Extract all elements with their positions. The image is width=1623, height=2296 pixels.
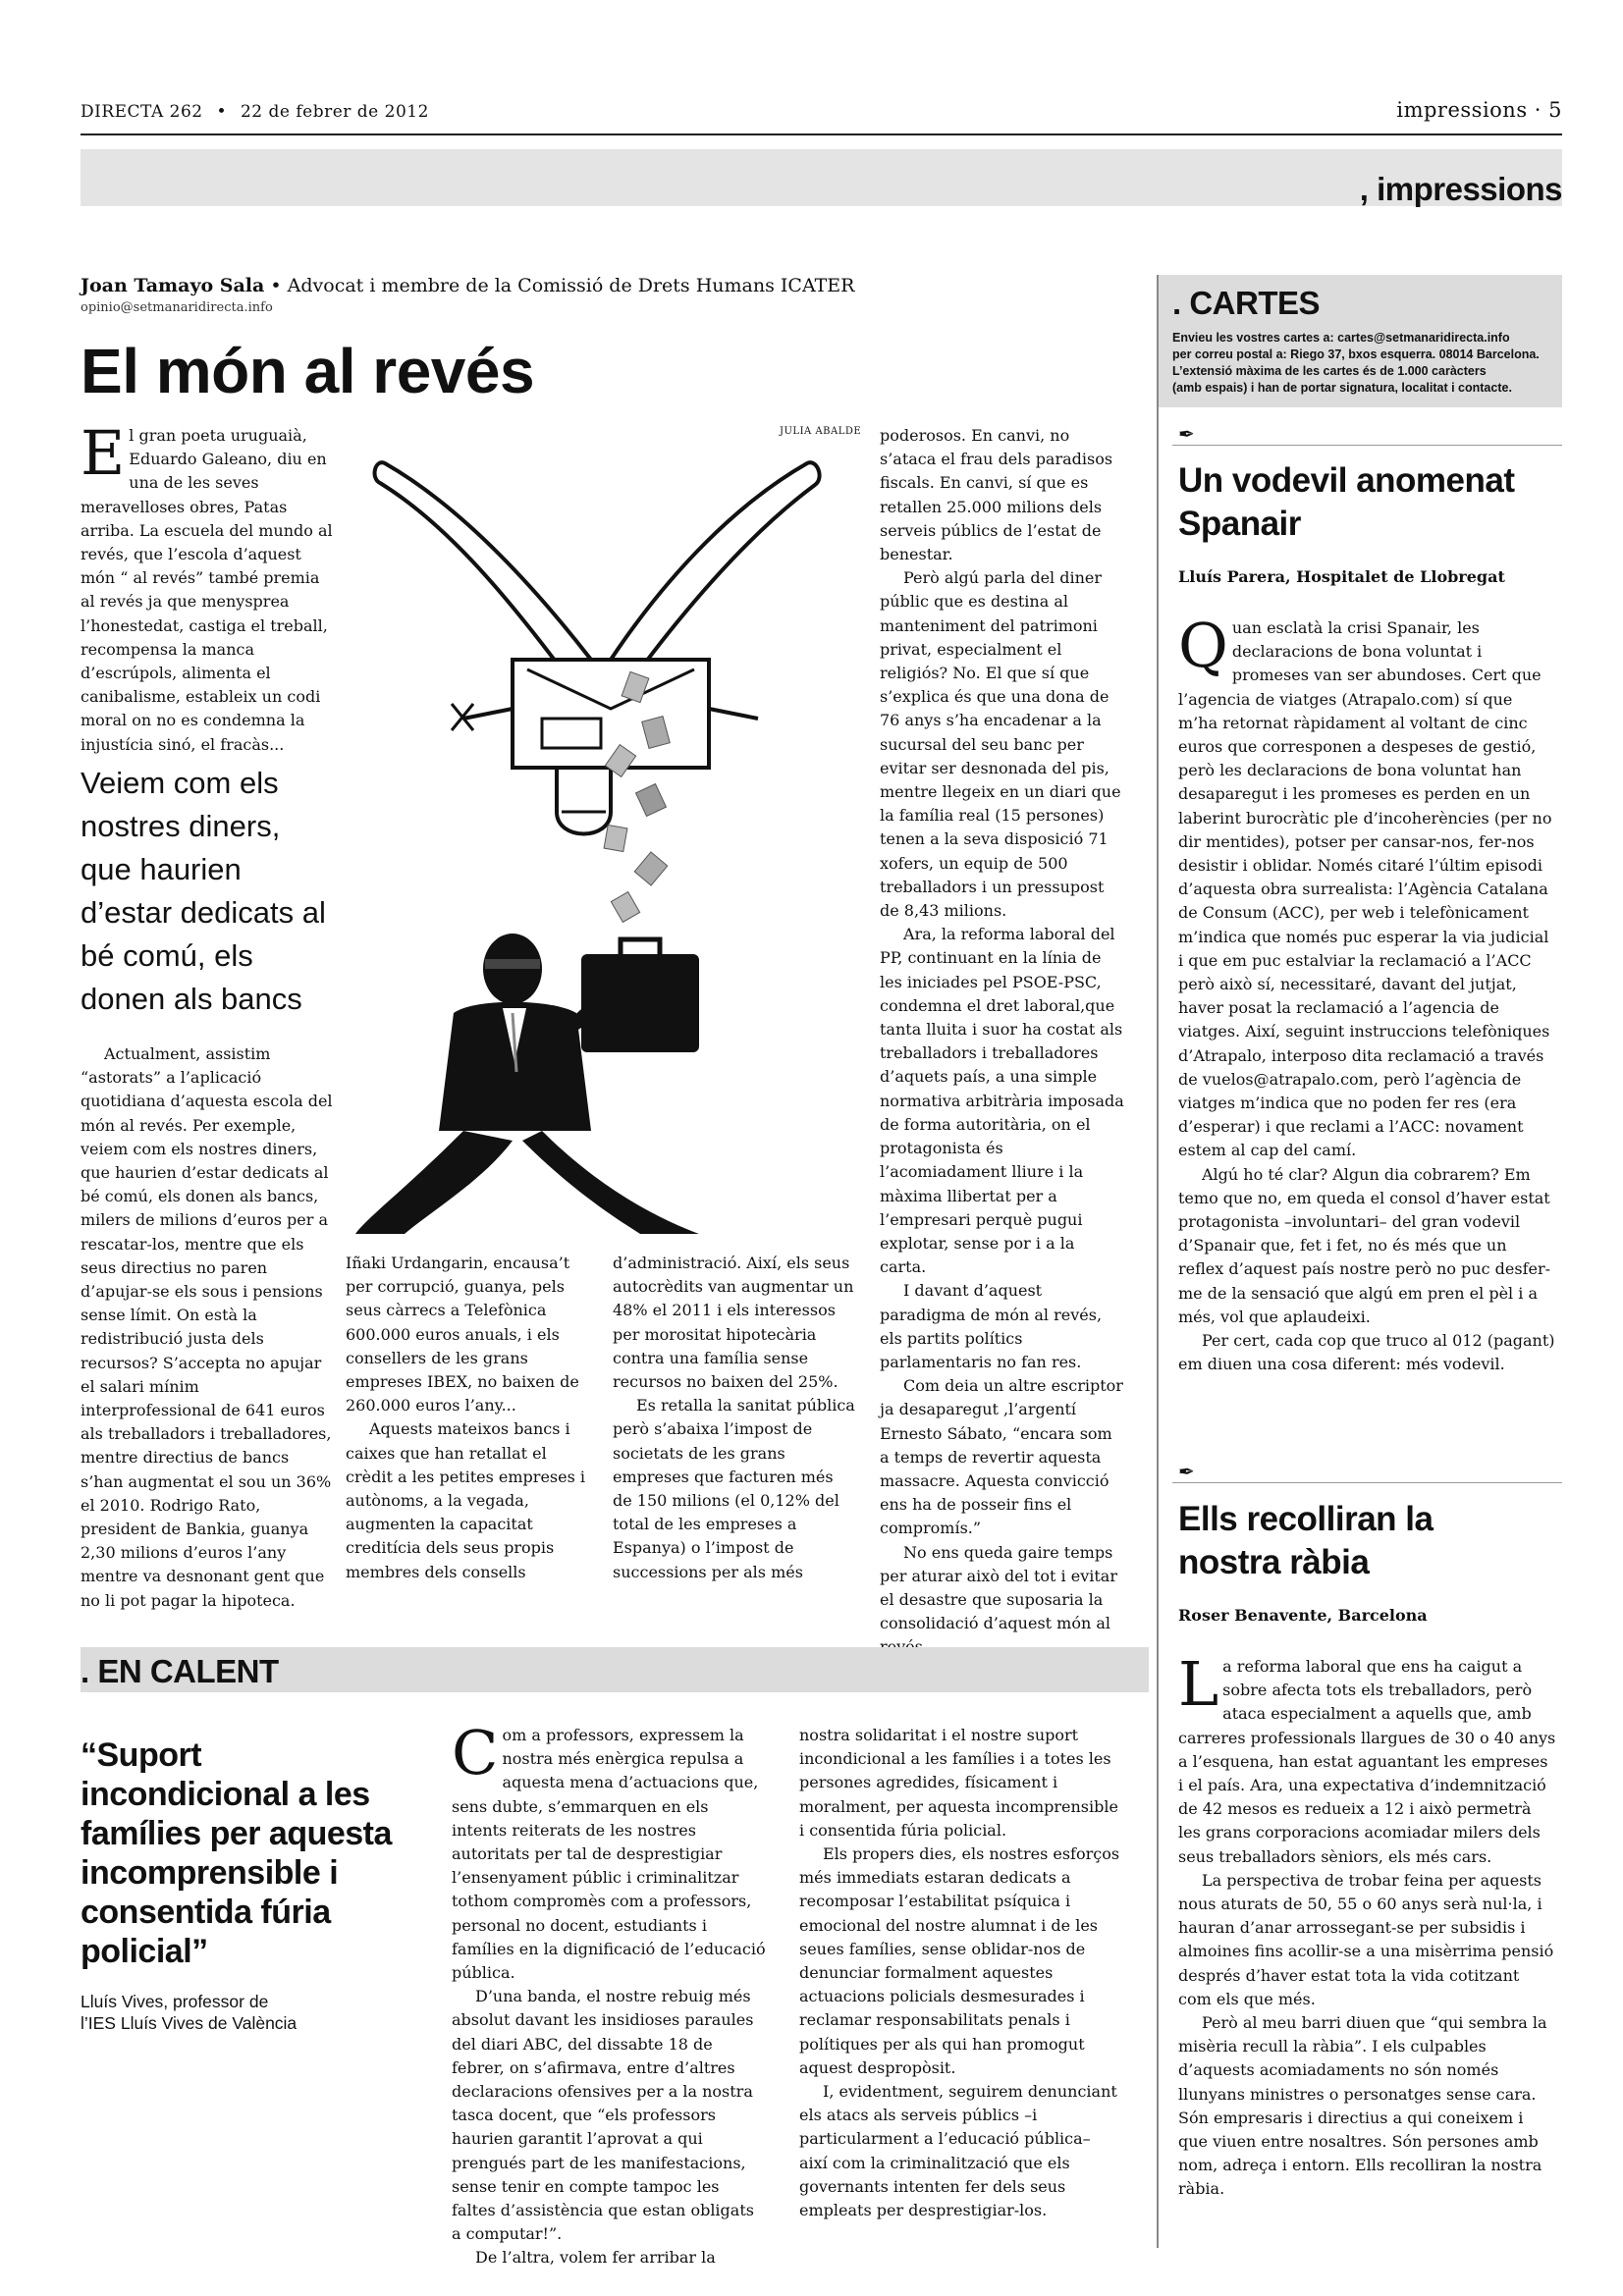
author-email[interactable]: opinio@setmanaridirecta.info	[81, 300, 273, 315]
illustration-credit: JULIA ABALDE	[780, 426, 862, 437]
author-line: l’IES Lluís Vives de València	[81, 2013, 298, 2033]
en-calent-paragraph: nostra solidaritat i el nostre suport incondicional a les famílies i a totes les persones agredides, físicament i moralment, per aquesta incomprensible i consentida fúria policial.	[799, 1726, 1118, 1840]
en-calent-quote: “Suport incondicional a les famílies per aquesta incomprensible i consentida fúria policial”	[81, 1736, 392, 1970]
letter-author: Roser Benavente, Barcelona	[1178, 1606, 1428, 1625]
drop-cap: Q	[1178, 610, 1228, 681]
letter-paragraph: uan esclatà la crisi Spanair, les declaracions de bona voluntat i promeses van ser abundoses. Cert que l’agencia de viatges (Atrapalo.com) sí que m’ha retornat ràpidament al voltant de cinc euros que corresponen a despeses de gestió, però les declaracions de bona voluntat han desaparegut i les promeses es perden en un laberint burocràtic ple d’incoherències (per no dir mentides), potser per cansar-nos, fer-nos desistir i oblidar. Només citaré l’últim episodi d’aquesta obra surrealista: l’Agència Catalana de Consum (ACC), per web i telefònicament m’indica que només puc esperar la via judicial i que em puc estalviar la reclamació a l’ACC però això sí, necessitaré, davant del jutjat, haver posat la reclamació a l’agencia de viatges. Així, seguint instruccions telefòniques d’Atrapalo, interposo dita reclamació a través de vuelos@atrapalo.com, però l’agència de viatges m’indica que no poden fer res (era d’esperar) i que reclami a l’ACC: novament estem al cap del camí.	[1178, 618, 1552, 1160]
article-paragraph: Iñaki Urdangarin, encausa’t per corrupció, guanya, pels seus càrrecs a Telefònica 600.000 euros anuals, i els consellers de les grans empreses IBEX, no baixen de 260.000 euros l’any...	[346, 1254, 579, 1415]
upside-down-businessman-illustration	[346, 424, 856, 1239]
article-paragraph: Actualment, assistim “astorats” a l’aplicació quotidiana d’aquesta escola del món al revés. Per exemple, veiem com els nostres diners, que haurien d’estar dedicats al bé comú, els donen als bancs, milers de milions d’euros per a rescatar-los, mentre que els seus directius no paren d’apujar-se els sous i pensions sense límit. On està la redistribució justa dels recursos? S’accepta no apujar el salari mínim interprofessional de 641 euros als treballadors i treballadores, mentre directius de bancs s’han augmentat el sou un 36% el 2010. Rodrigo Rato, president de Bankia, guanya 2,30 milions d’euros l’any mentre va desnonant gent que no li pot pagar la hipoteca.	[81, 1044, 333, 1610]
cartes-info-line: per correu postal a: Riego 37, bxos esquerra. 08014 Barcelona.	[1172, 347, 1540, 361]
article-paragraph: d’administració. Així, els seus autocrèdits van augmentar un 48% el 2011 i els interessos per morositat hipotecària contra una família sense recursos no baixen del 25%.	[613, 1254, 854, 1392]
letter-paragraph: Per cert, cada cop que truco al 012 (pagant) em diuen una cosa diferent: més vodevil.	[1178, 1331, 1555, 1374]
en-calent-paragraph: I, evidentment, seguirem denunciant els atacs als serveis públics –i particularment a l’educació pública– així com la criminalització que els governants intenten fer dels seus empleats per desprestigiar-los.	[799, 2082, 1117, 2220]
author-role: Advocat i membre de la Comissió de Drets Humans ICATER	[287, 275, 855, 296]
en-calent-title: . EN CALENT	[81, 1653, 279, 1689]
issue-date: 22 de febrer de 2012	[240, 102, 429, 122]
article-col-4	[880, 424, 1125, 1660]
drop-cap: E	[81, 417, 126, 489]
issue-label: DIRECTA 262	[81, 102, 203, 122]
letter-paragraph: Però al meu barri diuen que “qui sembra la misèria recull la ràbia”. I els culpables d’aquests acomiadaments no són només llunyans ministres o personatges sense cara. Són empresaris i directius a qui coneixem i que viuen entre nosaltres. Són persones amb nom, adreça i entorn. Ells recolliran la nostra ràbia.	[1178, 2013, 1547, 2199]
cartes-info-line: Envieu les vostres cartes a: cartes@setmanaridirecta.info	[1172, 331, 1510, 345]
section-band-title: , impressions	[1359, 171, 1562, 207]
illustration	[346, 424, 856, 1239]
article-paragraph: Com deia un altre escriptor ja desaparegut ,l’argentí Ernesto Sábato, “encara som a temps de revertir aquesta massacre. Aquesta convicció ens ha de posseir fins el compromís.”	[880, 1376, 1123, 1538]
en-calent-col-1	[452, 1717, 766, 2270]
article-paragraph: Però algú parla del diner públic que es destina al manteniment del patrimoni privat, especialment el religiós? No. El que sí que s’explica és que una dona de 76 anys s’ha encadenar a la sucursal del seu banc per evitar ser desnonada del pis, mentre llegeix en un diari que la família real (15 persones) tenen a la seva disposició 71 xofers, un equip de 500 treballadors i un pressupost de 8,43 milions.	[880, 568, 1121, 921]
article-paragraph: Es retalla la sanitat pública però s’abaixa l’impost de societats de les grans empreses que facturen més de 150 milions (el 0,12% del total de les empreses a Espanya) o l’impost de successions per als més	[613, 1396, 855, 1581]
pen-icon: ✒	[1178, 424, 1195, 446]
article-paragraph: poderosos. En canvi, no s’ataca el frau dels paradisos fiscals. En canvi, sí que es retallen 25.000 milions dels serveis públics de l’estat de benestar.	[880, 426, 1113, 564]
article-col-3	[613, 1252, 856, 1584]
letter-divider	[1172, 1482, 1562, 1483]
article-col-1	[81, 417, 334, 757]
en-calent-paragraph: D’una banda, el nostre rebuig més absolut davant les insidioses paraules del diari ABC, del dissabte 18 de febrer, on s’afirmava, entre d’altres declaracions ofensives per a la nostra tasca docent, que “els professors haurien garantit l’aprovat a qui prengués part de les manifestacions, sense tenir en compte tampoc les faltes d’assistència que estan obligats a computar!”.	[452, 1987, 754, 2244]
letter-paragraph: Algú ho té clar? Algun dia cobrarem? Em temo que no, em queda el consol d’haver estat protagonista –involuntari– del gran vodevil d’Spanair que, fet i fet, no és més que un reflex d’aquest país nostre però no puc desfer-me de la sensació que algú em pren el pèl i a més, vol que aplaudeixi.	[1178, 1164, 1551, 1326]
section-band	[81, 149, 1562, 206]
author-line: Lluís Vives, professor de	[81, 1992, 269, 2011]
author-name: Joan Tamayo Sala	[81, 275, 265, 296]
letter-paragraph: a reforma laboral que ens ha caigut a sobre afecta tots els treballadors, però ataca especialment a aquells que, amb carreres professionals llargues de 30 o 40 anys a l’esquena, han estat aguantant les empreses i el país. Ara, una expectativa d’indemnització de 42 mesos es redueix a 12 i això permetrà les grans corporacions acomiadar milers dels seus treballadors sèniors, els més cars.	[1178, 1657, 1556, 1866]
en-calent-paragraph: De l’altra, volem fer arribar la	[475, 2248, 716, 2268]
article-intro: l gran poeta uruguaià, Eduardo Galeano, diu en una de les seves meravelloses obres, Patas arriba. La escuela del mundo al revés, que l’escola d’aquest món “ al revés” també premia al revés ja que menysprea l’honestedat, castiga el treball, recompensa la manca d’escrúpols, alimenta el canibalisme, estableix un codi moral on no es condemna la injustícia sinó, el fracàs...	[81, 426, 333, 754]
page-section-number: impressions · 5	[1396, 98, 1562, 122]
cartes-info-line: (amb espais) i han de portar signatura, localitat i contacte.	[1172, 381, 1512, 395]
letter-body	[1178, 610, 1556, 1377]
pen-icon: ✒	[1178, 1462, 1195, 1483]
article-title: El món al revés	[81, 336, 535, 406]
cartes-header-box	[1159, 275, 1562, 407]
header-issue-line	[81, 102, 429, 122]
drop-cap: C	[452, 1717, 499, 1789]
cartes-info-line: L’extensió màxima de les cartes és de 1.000 caràcters	[1172, 364, 1487, 378]
header-rule	[81, 133, 1562, 135]
letter-divider	[1172, 445, 1562, 446]
letter-title: Un vodevil anomenat Spanair	[1178, 461, 1515, 543]
cartes-title: . CARTES	[1172, 285, 1321, 321]
article-paragraph: Ara, la reforma laboral del PP, continuant en la línia de les iniciades pel PSOE-PSC, condemna el dret laboral,que tanta lluita i suor ha costat als treballadors i treballadores d’aquets país, a una simple normativa arbitrària imposada de forma autoritària, on el protagonista és l’acomiadament lliure i la màxima llibertat per a l’empresari perquè pugui explotar, sense por i a la carta.	[880, 925, 1124, 1277]
en-calent-author	[81, 1991, 414, 2034]
article-byline	[81, 275, 854, 296]
en-calent-paragraph: Els propers dies, els nostres esforços més immediats estaran dedicats a recomposar l’estabilitat psíquica i emocional del nostre alumnat i de les seues famílies, sense oblidar-nos de denunciar formalment aquestes actuacions policials desmesurades i reclamar responsabilitats penals i polítiques per als qui han promogut aquest despropòsit.	[799, 1844, 1120, 2077]
article-col-1-body	[81, 1042, 334, 1613]
letter-author: Lluís Parera, Hospitalet de Llobregat	[1178, 567, 1505, 586]
letter-paragraph: La perspectiva de trobar feina per aquests nous aturats de 50, 55 o 60 anys serà nul·la, i hauran d’anar arrossegant-se per subsidis i almoines fins acollir-se a una misèrrima pensió després d’haver estat tota la vida cotitzant com els que més.	[1178, 1870, 1554, 2008]
article-col-2	[346, 1252, 589, 1584]
cartes-info	[1172, 330, 1560, 397]
article-paragraph: Aquests mateixos bancs i caixes que han retallat el crèdit a les petites empreses i autònoms, a la vegada, augmenten la capacitat creditícia dels seus propis membres dels consells	[346, 1419, 586, 1581]
header-separator: •	[216, 102, 228, 122]
letter-title: Ells recolliran la nostra ràbia	[1178, 1500, 1434, 1581]
article-paragraph: I davant d’aquest paradigma de món al revés, els partits polítics parlamentaris no fan res.	[880, 1281, 1103, 1371]
drop-cap: L	[1178, 1648, 1219, 1720]
byline-separator: •	[270, 275, 282, 296]
en-calent-band	[81, 1647, 1149, 1692]
sidebar-divider	[1157, 275, 1159, 2248]
pull-quote: Veiem com els nostres diners, que haurien d’estar dedicats al bé comú, els donen als bancs	[81, 766, 326, 1016]
letter-body	[1178, 1648, 1556, 2202]
en-calent-paragraph: om a professors, expressem la nostra més enèrgica repulsa a aquesta mena d’actuacions que, sens dubte, s’emmarquen en els intents reiterats de les nostres autoritats per tal de desprestigiar l’ensenyament públic i criminalitzar tothom compromès com a professors, personal no docent, estudiants i famílies en la dignificació de l’educació pública.	[452, 1726, 766, 1983]
en-calent-col-2	[799, 1724, 1123, 2222]
article-paragraph: No ens queda gaire temps per aturar això del tot i evitar el desastre que suposaria la consolidació d’aquest món al	[880, 1542, 1117, 1633]
